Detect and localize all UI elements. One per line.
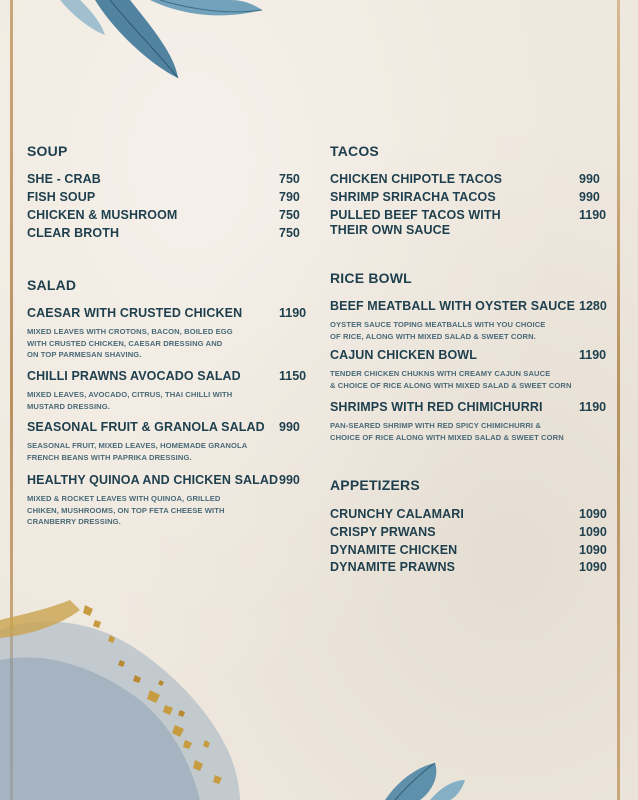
item-price: 990 bbox=[279, 420, 300, 434]
item-price: 750 bbox=[279, 226, 300, 240]
menu-item bbox=[330, 190, 610, 205]
menu-item bbox=[330, 400, 610, 443]
section-title-soup: SOUP bbox=[27, 143, 68, 159]
item-description: MIXED LEAVES, AVOCADO, CITRUS, THAI CHILLI WITH MUSTARD DRESSING. bbox=[27, 390, 233, 411]
item-name: SEASONAL FRUIT & GRANOLA SALAD bbox=[27, 420, 265, 434]
item-name: CHICKEN & MUSHROOM bbox=[27, 208, 178, 222]
item-name: CAESAR WITH CRUSTED CHICKEN bbox=[27, 306, 243, 320]
item-price: 1090 bbox=[579, 543, 607, 557]
item-name: HEALTHY QUINOA AND CHICKEN SALAD bbox=[27, 473, 279, 487]
menu-item bbox=[27, 369, 307, 412]
item-name: CLEAR BROTH bbox=[27, 226, 120, 240]
item-name: DYNAMITE PRAWNS bbox=[330, 560, 456, 574]
item-description: PAN-SEARED SHRIMP WITH RED SPICY CHIMICHURRI & CHOICE OF RICE ALONG WITH MIXED SALAD & SWEET CORN bbox=[330, 421, 564, 442]
item-price: 990 bbox=[579, 172, 600, 186]
item-name: PULLED BEEF TACOS WITH bbox=[330, 208, 501, 222]
item-name-line-2: THEIR OWN SAUCE bbox=[330, 223, 451, 237]
menu-item bbox=[330, 208, 610, 238]
gold-border-right bbox=[617, 0, 620, 800]
item-price: 750 bbox=[279, 172, 300, 186]
item-description: OYSTER SAUCE TOPING MEATBALLS WITH YOU CHOICE OF RICE, ALONG WITH MIXED SALAD & SWEET CORN. bbox=[330, 320, 546, 341]
item-price: 1190 bbox=[579, 208, 607, 222]
item-price: 1190 bbox=[579, 400, 607, 414]
item-name: SHRIMP SRIRACHA TACOS bbox=[330, 190, 496, 204]
menu-item bbox=[27, 473, 307, 528]
menu-item bbox=[27, 420, 307, 463]
item-price: 990 bbox=[279, 473, 300, 487]
menu-item bbox=[27, 226, 307, 241]
item-price: 1280 bbox=[579, 299, 607, 313]
item-name: CHICKEN CHIPOTLE TACOS bbox=[330, 172, 503, 186]
menu-item bbox=[27, 306, 307, 361]
item-price: 750 bbox=[279, 208, 300, 222]
section-title-tacos: TACOS bbox=[330, 143, 379, 159]
item-name: DYNAMITE CHICKEN bbox=[330, 543, 458, 557]
menu-item bbox=[330, 525, 610, 540]
menu-item bbox=[330, 543, 610, 558]
section-title-rice-bowl: RICE BOWL bbox=[330, 270, 412, 286]
item-price: 1150 bbox=[279, 369, 307, 383]
watercolor-gold-decoration-icon bbox=[0, 590, 250, 800]
item-price: 1090 bbox=[579, 507, 607, 521]
item-name: BEEF MEATBALL WITH OYSTER SAUCE bbox=[330, 299, 576, 313]
item-name: SHRIMPS WITH RED CHIMICHURRI bbox=[330, 400, 543, 414]
item-description: MIXED LEAVES WITH CROTONS, BACON, BOILED EGG WITH CRUSTED CHICKEN, CAESAR DRESSING AND ON TOP PARMESAN SHAVING. bbox=[27, 327, 233, 359]
item-name: FISH SOUP bbox=[27, 190, 96, 204]
item-price: 1190 bbox=[579, 348, 607, 362]
item-name: CHILLI PRAWNS AVOCADO SALAD bbox=[27, 369, 241, 383]
menu-item bbox=[330, 560, 610, 575]
item-name: CAJUN CHICKEN BOWL bbox=[330, 348, 477, 362]
menu-item bbox=[330, 172, 610, 187]
leaf-decoration-bottom-icon bbox=[380, 758, 490, 800]
item-name: CRISPY PRWANS bbox=[330, 525, 436, 539]
item-name: CRUNCHY CALAMARI bbox=[330, 507, 465, 521]
menu-item bbox=[330, 507, 610, 522]
leaf-decoration-top-icon bbox=[0, 0, 280, 80]
menu-item bbox=[330, 299, 610, 342]
item-price: 1190 bbox=[279, 306, 307, 320]
item-description: SEASONAL FRUIT, MIXED LEAVES, HOMEMADE GRANOLA FRENCH BEANS WITH PAPRIKA DRESSING. bbox=[27, 441, 248, 462]
item-price: 1090 bbox=[579, 525, 607, 539]
item-price: 990 bbox=[579, 190, 600, 204]
section-title-salad: SALAD bbox=[27, 277, 77, 293]
section-title-appetizers: APPETIZERS bbox=[330, 477, 420, 493]
item-name: SHE - CRAB bbox=[27, 172, 101, 186]
menu-item bbox=[330, 348, 610, 391]
item-price: 790 bbox=[279, 190, 300, 204]
item-price: 1090 bbox=[579, 560, 607, 574]
menu-item bbox=[27, 208, 307, 223]
menu-item bbox=[27, 172, 307, 187]
item-description: TENDER CHICKEN CHUKNS WITH CREAMY CAJUN SAUCE & CHOICE OF RICE ALONG WITH MIXED SALAD & SWEET CORN bbox=[330, 369, 572, 390]
menu-item bbox=[27, 190, 307, 205]
item-description: MIXED & ROCKET LEAVES WITH QUINOA, GRILLED CHIKEN, MUSHROOMS, ON TOP FETA CHEESE WITH CRANBERRY DRESSING. bbox=[27, 494, 225, 526]
